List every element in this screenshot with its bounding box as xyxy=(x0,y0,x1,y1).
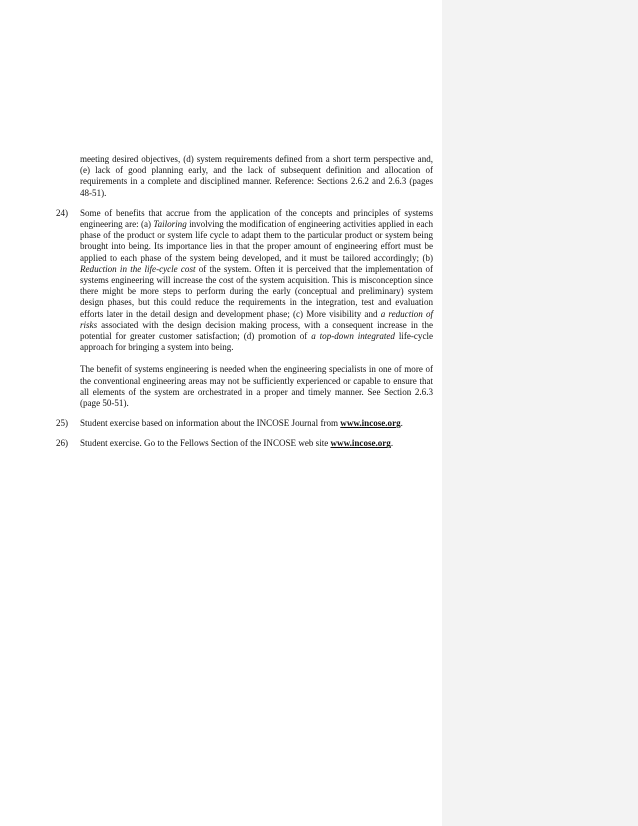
item-number: 25) xyxy=(56,418,69,429)
emphasis-text: Tailoring xyxy=(153,219,187,230)
item-24-paragraph-2: The benefit of systems engineering is needed when the engineering specialists in one of more of the conventional engineering areas may not be sufficiently experienced or capable to ensure that all elements of the system are orchestrated in a proper and timely manner. See Section 2.6.3 (page 50-51). xyxy=(80,364,433,409)
text-run: of the system. Often it is perceived that the implementation of systems engineering will increase the cost of the system acquisition. This is misconception since there might be more steps to perform during the early (conceptual and preliminary) system design phases, but this could reduce the requirements in the integration, test and evaluation efforts later in the detail design and development phase; (c) More visibility and xyxy=(80,263,433,319)
incose-link[interactable]: www.incose.org xyxy=(340,418,401,429)
text-run: life-cycle approach for bringing a system into being. xyxy=(80,331,433,353)
list-item-26 xyxy=(56,438,433,449)
text-run: involving the modification of engineering activities applied in each phase of the product or system life cycle to adapt them to the particular product or system being brought into being. Its importance lies in that the proper amount of engineering effort must be applied to each phase of the system being developed, and it must be tailored accordingly; (b) xyxy=(80,219,434,263)
list-item-25 xyxy=(56,418,433,429)
item-26-text: Student exercise. Go to the Fellows Section of the INCOSE web site xyxy=(80,438,331,449)
document-body xyxy=(56,154,433,459)
item-24-paragraph-1 xyxy=(80,208,433,354)
emphasis-text: a top-down integrated xyxy=(311,331,395,342)
text-run: . xyxy=(390,438,394,449)
text-run: associated with the design decision making process, with a consequent increase in the potential for greater customer satisfaction; (d) promotion of xyxy=(80,319,433,342)
comment-margin-panel xyxy=(442,0,638,826)
item-number: 24) xyxy=(56,207,69,218)
item-25-text: Student exercise based on information about the INCOSE Journal from xyxy=(80,418,341,429)
continuation-text: meeting desired objectives, (d) system requirements defined from a short term perspective and, (e) lack of good planning early, and the lack of subsequent definition and allocation of requirements in a complete and disciplined manner. Reference: Sections 2.6.2 and 2.6.3 (pages 48-51). xyxy=(80,154,433,198)
list-item-24 xyxy=(56,207,434,409)
text-run: Some of benefits that accrue from the application of the concepts and principles of systems engineering are: (a) xyxy=(80,207,433,230)
incose-link[interactable]: www.incose.org xyxy=(330,438,391,449)
text-run: . xyxy=(400,418,403,429)
emphasis-text: a reduction of risks xyxy=(80,308,434,330)
continued-paragraph xyxy=(80,154,433,199)
emphasis-text: Reduction in the life-cycle cost xyxy=(80,263,196,274)
item-number: 26) xyxy=(56,438,69,449)
